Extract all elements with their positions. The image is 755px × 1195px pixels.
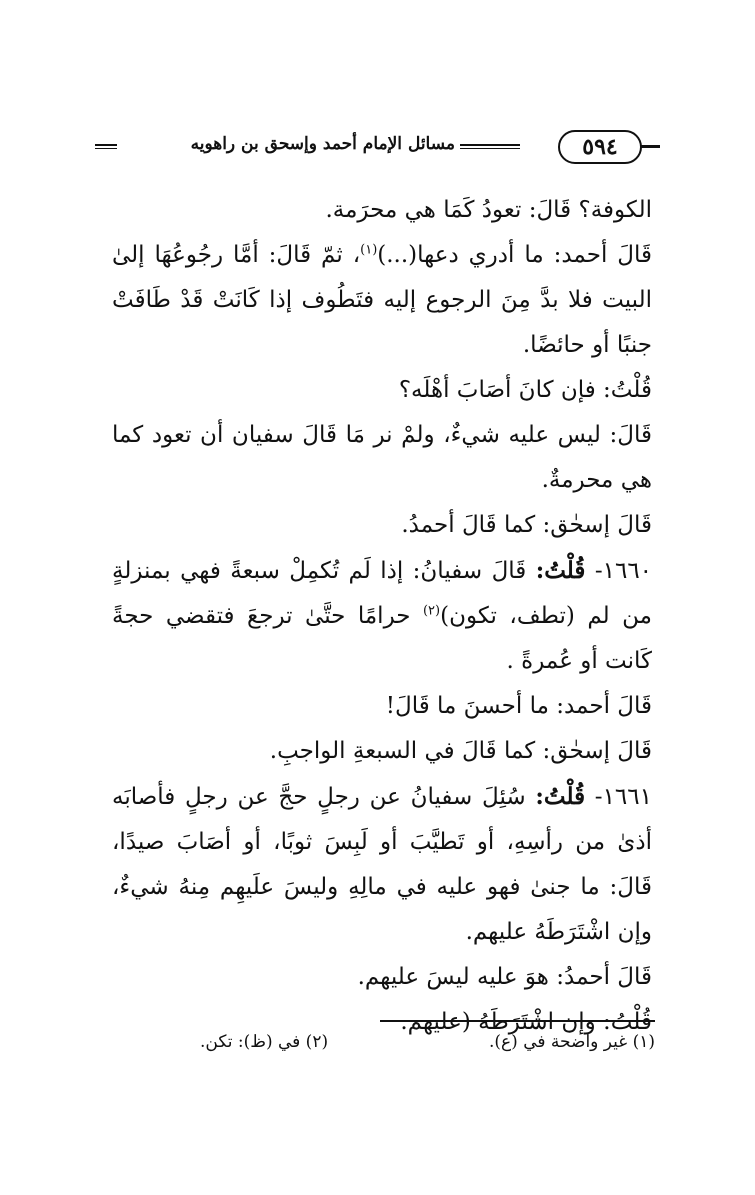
- paragraph-text: قَالَ سفيانُ: إذا لَم تُكمِلْ سبعةً فهي بمنزلةٍ من لم (تطف، تكون): [112, 558, 652, 629]
- issue-number: ١٦٦٠-: [594, 558, 653, 584]
- paragraph: [112, 684, 652, 729]
- paragraph-text: قَالَ: ليس عليه شيءٌ، ولمْ نر مَا قَالَ سفيان أن تعود كما هي محرمةٌ.: [112, 422, 652, 493]
- footnote-separator: [380, 1020, 655, 1022]
- paragraph-text: ، ثمّ قَالَ: أمَّا رجُوعُهَا إلىٰ البيت فلا بدَّ مِنَ الرجوع إليه فتَطُوف إذا كَانَتْ قَدْ طَافَتْ جنبًا أو حائضًا.: [112, 242, 652, 358]
- paragraph-text: سُئِلَ سفيانُ عن رجلٍ حجَّ عن رجلٍ فأصابَه أذىٰ من رأسِهِ، أو تَطيَّبَ أو لَبِسَ ثوبًا، أو أصَابَ صيدًا، قَالَ: ما جنىٰ فهو عليه في مالِهِ وليسَ علَيهِم مِنهُ شيءٌ، وإن اشْتَرَطَهُ عليهم.: [112, 784, 652, 945]
- paragraph-text: قُلْتُ: وإن اشْتَرَطَهُ (عليهم.: [400, 1009, 652, 1035]
- paragraph: [112, 955, 652, 1000]
- footnote-2: (٢) في (ظ): تكن.: [200, 1032, 329, 1052]
- running-title: مسائل الإمام أحمد وإسحق بن راهويه: [190, 134, 455, 154]
- numbered-paragraph: [112, 774, 652, 955]
- paragraph: [112, 413, 652, 503]
- numbered-paragraph: [112, 548, 652, 684]
- header-rule: [460, 144, 520, 149]
- paragraph-text: قَالَ أحمدُ: هوَ عليه ليسَ عليهم.: [357, 964, 652, 990]
- paragraph: [112, 368, 652, 413]
- footnote-ref: (١): [360, 242, 378, 258]
- footnote-ref: (٢): [422, 603, 441, 619]
- paragraph-text: قُلْتُ: فإن كانَ أصَابَ أهْلَه؟: [398, 377, 652, 403]
- paragraph-text: الكوفة؟ قَالَ: تعودُ كَمَا هي محرَمة.: [325, 197, 652, 223]
- page-header: [95, 128, 660, 172]
- main-text: [112, 188, 652, 1045]
- paragraph: [112, 729, 652, 774]
- paragraph-text: قَالَ إسحٰق: كما قَالَ في السبعةِ الواجبِ.: [269, 738, 652, 764]
- footnote-1: (١) غير واضحة في (ع).: [489, 1032, 655, 1052]
- header-rule: [95, 144, 117, 149]
- issue-number: ١٦٦١-: [594, 784, 652, 810]
- paragraph: [112, 503, 652, 548]
- footnotes: [200, 1032, 655, 1052]
- header-ornament-line: [640, 145, 660, 148]
- page-number: ٥٩٤: [558, 130, 642, 164]
- paragraph-lead: قُلْتُ:: [535, 783, 586, 810]
- paragraph-text: قَالَ إسحٰق: كما قَالَ أحمدُ.: [401, 512, 652, 538]
- paragraph-text: حرامًا حتَّىٰ ترجعَ فتقضي حجةً كَانت أو عُمرةً .: [112, 603, 652, 674]
- paragraph: [112, 233, 652, 368]
- paragraph: [112, 188, 652, 233]
- paragraph-lead: قُلْتُ:: [535, 557, 586, 584]
- paragraph-text: قَالَ أحمد: ما أحسنَ ما قَالَ!: [385, 693, 652, 719]
- paragraph-text: قَالَ أحمد: ما أدري دعها(...): [377, 242, 652, 268]
